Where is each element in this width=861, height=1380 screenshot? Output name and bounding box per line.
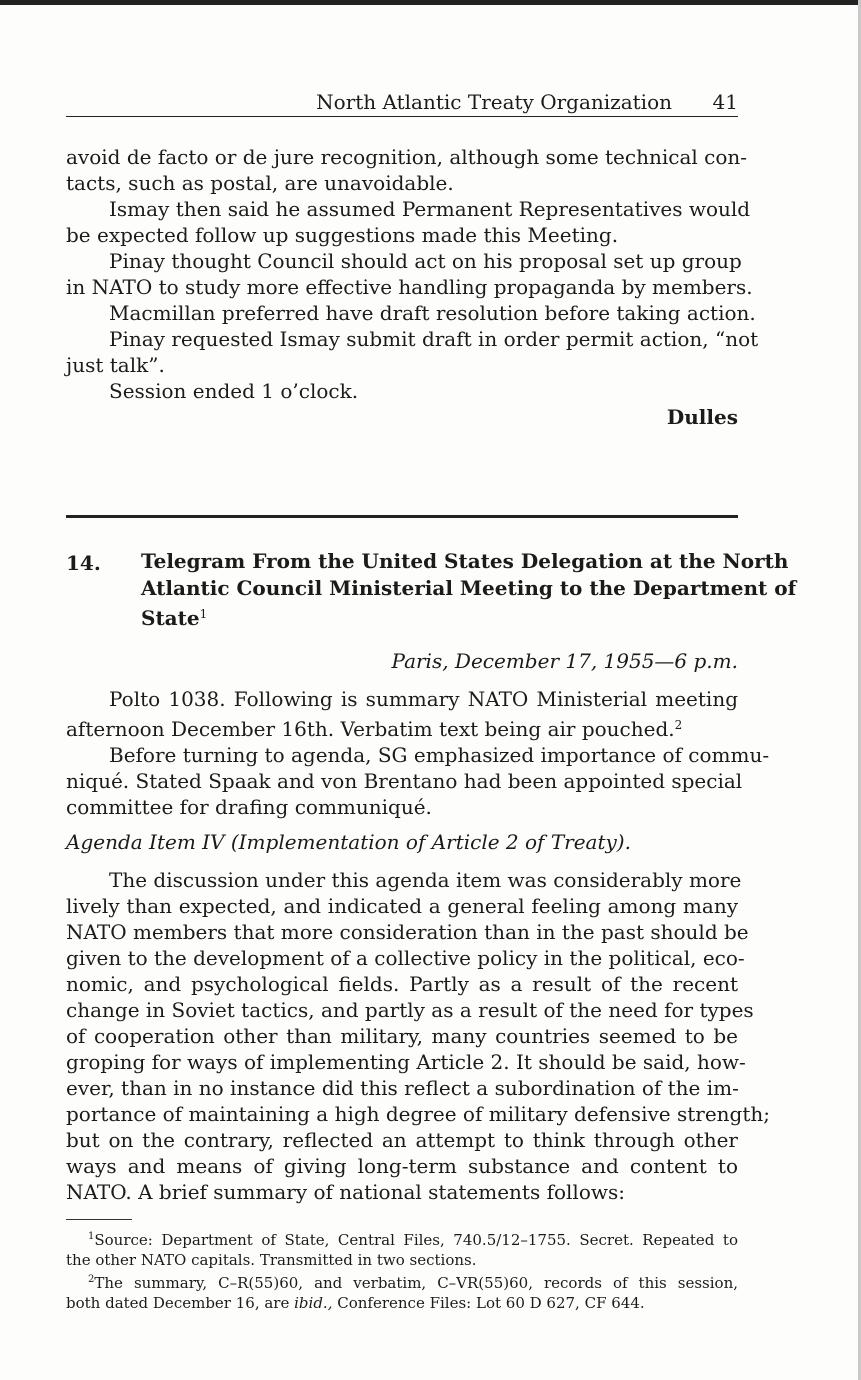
page-top-border (0, 0, 861, 5)
footnotes (66, 1227, 738, 1313)
text-line: Macmillan preferred have draft resolution before taking action. (109, 301, 756, 325)
section-divider (66, 515, 738, 518)
footnote-text: Conference Files: Lot 60 D 627, CF 644. (332, 1294, 645, 1312)
text-line: groping for ways of implementing Article 2. It should be said, how- (66, 1050, 746, 1074)
text-line: committee for drafing communiqué. (66, 795, 432, 819)
title-line (141, 601, 738, 632)
text-line: portance of maintaining a high degree of military defensive strength; (66, 1102, 770, 1126)
footnote-line: the other NATO capitals. Transmitted in two sections. (66, 1251, 477, 1269)
dateline-block (66, 648, 738, 674)
footnote-mark: 2 (674, 718, 683, 732)
footnote-rule (66, 1219, 132, 1220)
discussion-paragraph (66, 867, 770, 1205)
footnote-text: The summary, C–R(55)60, and verbatim, C–VR(55)60, records of this session, (94, 1274, 738, 1292)
text-line: be expected follow up suggestions made this Meeting. (66, 223, 619, 247)
footnote-line (66, 1270, 738, 1293)
text-line: change in Soviet tactics, and partly as a result of the need for types (66, 998, 754, 1022)
text-line: tacts, such as postal, are unavoidable. (66, 171, 454, 195)
footnote-mark: 2 (88, 1274, 95, 1285)
text-line (66, 712, 738, 742)
footnote-mark: 1 (199, 607, 208, 621)
text-line: in NATO to study more effective handling propaganda by members. (66, 275, 753, 299)
footnote-text: Source: Department of State, Central Files, 740.5/12–1755. Secret. Repeated to (94, 1231, 738, 1249)
text-line: ways and means of giving long-term substance and content to (66, 1154, 738, 1178)
text-line: Pinay thought Council should act on his proposal set up group (109, 249, 742, 273)
text-line: NATO members that more consideration than in the past should be (66, 920, 749, 944)
text-line: Before turning to agenda, SG emphasized importance of commu- (109, 743, 770, 767)
agenda-heading: Agenda Item IV (Implementation of Article 2 of Treaty). (66, 830, 631, 854)
text-line: niqué. Stated Spaak and von Brentano had been appointed special (66, 769, 743, 793)
signature: Dulles (666, 405, 738, 429)
agenda-heading-block (66, 829, 738, 855)
footnote-mark: 1 (88, 1231, 95, 1242)
running-header (66, 90, 738, 117)
text-line: lively than expected, and indicated a general feeling among many (66, 894, 738, 918)
footnote-text: both dated December 16, are (66, 1294, 295, 1312)
running-title: North Atlantic Treaty Organization (316, 90, 672, 114)
dateline: Paris, December 17, 1955—6 p.m. (391, 649, 738, 673)
footnote-line (66, 1227, 738, 1250)
text-line: but on the contrary, reflected an attempt to think through other (66, 1128, 738, 1152)
document-number: 14. (66, 551, 101, 575)
text-line: nomic, and psychological fields. Partly as a result of the recent (66, 972, 738, 996)
footnote-ibid: ibid., (294, 1294, 333, 1312)
continued-text (66, 144, 759, 430)
text-line: just talk”. (66, 353, 165, 377)
text-line: of cooperation other than military, many countries seemed to be (66, 1024, 738, 1048)
page-number: 41 (712, 90, 738, 114)
title-line: Atlantic Council Ministerial Meeting to the Department of (141, 575, 797, 600)
text-line: NATO. A brief summary of national statements follows: (66, 1180, 625, 1204)
text-line: Ismay then said he assumed Permanent Representatives would (109, 197, 751, 221)
text-line: The discussion under this agenda item was considerably more (109, 868, 742, 892)
title-line: Telegram From the United States Delegation at the North (141, 549, 789, 573)
intro-paragraphs (66, 686, 770, 820)
text-line: Session ended 1 o’clock. (109, 379, 359, 403)
text-line: Polto 1038. Following is summary NATO Ministerial meeting (109, 687, 738, 711)
text-line: avoid de facto or de jure recognition, although some technical con- (66, 145, 748, 169)
footnote-line (66, 1293, 738, 1313)
title-line-text: State (141, 606, 200, 630)
text-line: ever, than in no instance did this reflect a subordination of the im- (66, 1076, 739, 1100)
document-title (141, 548, 797, 632)
text-line: given to the development of a collective policy in the political, eco- (66, 946, 745, 970)
text-line-content: afternoon December 16th. Verbatim text being air pouched. (66, 717, 675, 741)
text-line: Pinay requested Ismay submit draft in order permit action, “not (109, 327, 759, 351)
